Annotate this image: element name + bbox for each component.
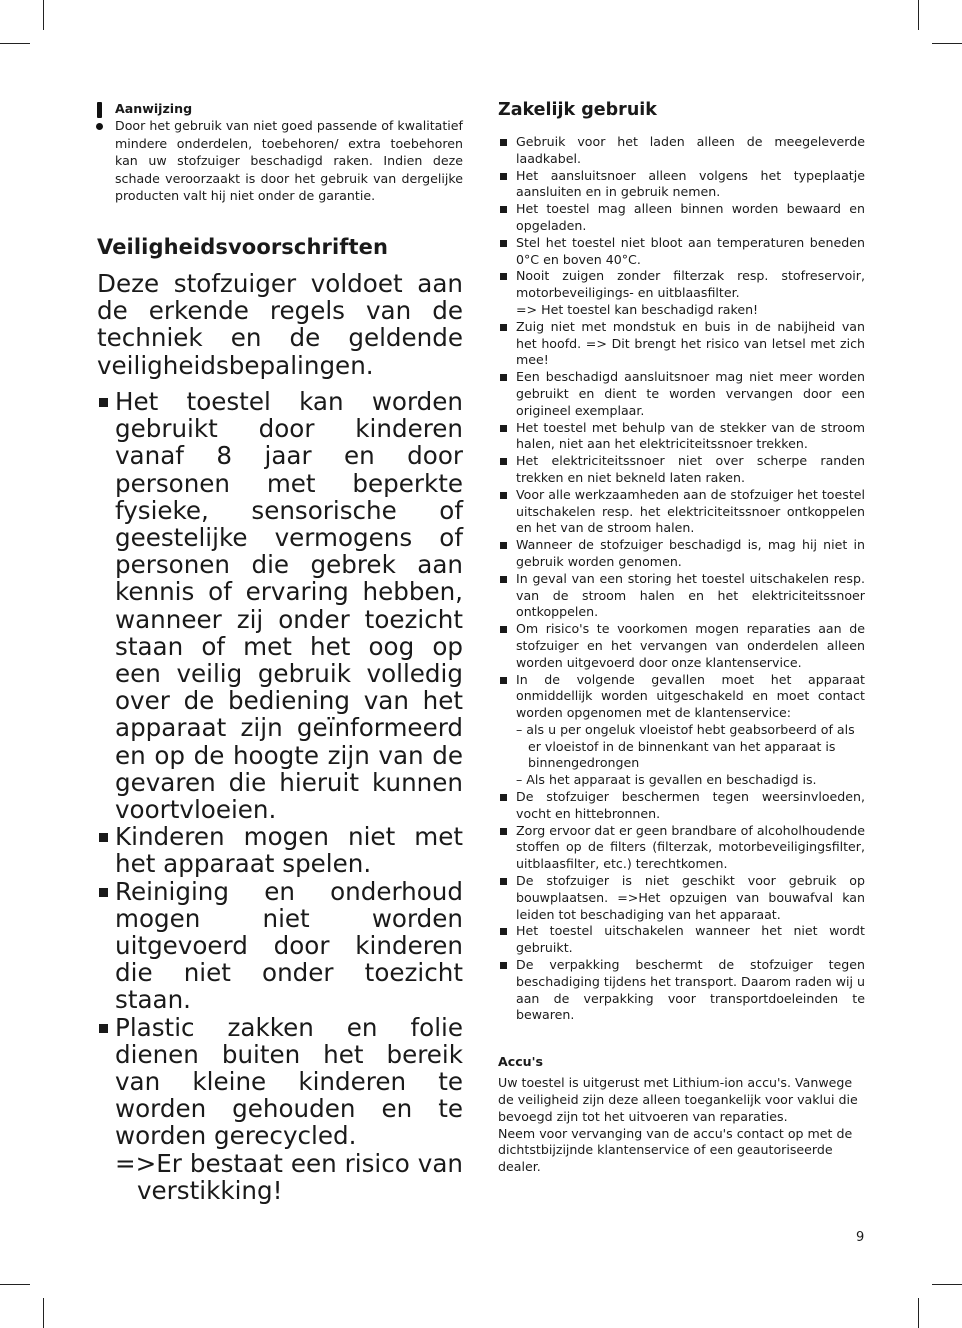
bullet-square-icon xyxy=(500,458,507,465)
list-item: De verpakking beschermt de stofzuiger tegen beschadiging tijdens het transport. Daarom raden wij u aan de verpakking voor transportdoeleinden te bewaren. xyxy=(498,957,865,1024)
crop-mark xyxy=(43,1298,44,1328)
bullet-square-icon xyxy=(500,542,507,549)
business-list xyxy=(498,134,865,1024)
list-item: Zorg ervoor dat er geen brandbare of alcoholhoudende stoffen op de filters (filterzak, motorbeveiligingsfilter, uitblaasfilter, etc.) terechtkomen. xyxy=(498,823,865,873)
safety-list xyxy=(97,388,463,1204)
list-item: Het toestel kan worden gebruikt door kinderen vanaf 8 jaar en door personen met beperkte fysieke, sensorische of geestelijke vermogens of personen die gebrek aan kennis of ervaring hebben, wanneer zij onder toezicht staan of met het oog op een veilig gebruik volledig over de bediening van het apparaat zijn geïnformeerd en op de hoogte zijn van de gevaren die hieruit kunnen voortvloeien. xyxy=(97,388,463,823)
list-item: Plastic zakken en folie dienen buiten het bereik van kleine kinderen te worden gehouden en te worden gerecycled. =>Er bestaat een risico van verstikking! xyxy=(97,1014,463,1204)
crop-mark xyxy=(932,1284,962,1285)
list-item: Wanneer de stofzuiger beschadigd is, mag hij niet in gebruik worden genomen. xyxy=(498,537,865,571)
case-item: – als u per ongeluk vloeistof hebt geabsorbeerd of als er vloeistof in de binnenkant van het apparaat is binnengedrongen xyxy=(516,721,855,771)
suffocation-warning: =>Er bestaat een risico van verstikking! xyxy=(115,1148,463,1205)
right-column xyxy=(498,100,865,1176)
list-item: De stofzuiger is niet geschikt voor gebruik op bouwplaatsen. =>Het opzuigen van bouwafval kan leiden tot beschadiging van het apparaat. xyxy=(498,873,865,923)
bullet-square-icon xyxy=(99,1024,108,1033)
bullet-square-icon xyxy=(500,878,507,885)
bullet-square-icon xyxy=(500,425,507,432)
crop-mark xyxy=(0,43,30,44)
notice-title: Aanwijzing xyxy=(115,101,193,116)
accu-text xyxy=(498,1075,865,1176)
filter-note: => Het toestel kan beschadigd raken! xyxy=(516,301,759,317)
crop-mark xyxy=(932,43,962,44)
bullet-square-icon xyxy=(500,576,507,583)
list-item: Stel het toestel niet bloot aan temperaturen beneden 0°C en boven 40°C. xyxy=(498,235,865,269)
bullet-square-icon xyxy=(500,962,507,969)
bullet-square-icon xyxy=(500,273,507,280)
accu-title: Accu's xyxy=(498,1054,543,1070)
list-item: In de volgende gevallen moet het apparaat onmiddellijk worden uitgeschakeld en moet contact worden opgenomen met de klantenservice: – als u per ongeluk vloeistof hebt geabsorbeerd of als er vloeistof in de binnenkant van het apparaat is binnengedrongen – Als het apparaat is gevallen en beschadigd is. xyxy=(498,672,865,790)
list-item: Het toestel uitschakelen wanneer het niet wordt gebruikt. xyxy=(498,923,865,957)
crop-mark xyxy=(43,0,44,30)
safety-intro: Deze stofzuiger voldoet aan de erkende regels van de techniek en de geldende veiligheidsbepalingen. xyxy=(97,269,463,380)
list-item: Zuig niet met mondstuk en buis in de nabijheid van het hoofd. => Dit brengt het risico van letsel met zich mee! xyxy=(498,319,865,369)
bullet-square-icon xyxy=(500,828,507,835)
bullet-square-icon xyxy=(99,833,108,842)
list-item: Het elektriciteitssnoer niet over scherpe randen trekken en niet bekneld laten raken. xyxy=(498,453,865,487)
bullet-square-icon xyxy=(500,173,507,180)
list-item: Voor alle werkzaamheden aan de stofzuiger het toestel uitschakelen resp. het elektriciteitssnoer ontkoppelen en het van de stroom halen. xyxy=(498,487,865,537)
bullet-square-icon xyxy=(500,928,507,935)
crop-mark xyxy=(918,1298,919,1328)
list-item: Reiniging en onderhoud mogen niet worden uitgevoerd door kinderen die niet onder toezicht staan. xyxy=(97,878,463,1014)
bullet-square-icon xyxy=(500,206,507,213)
arrow-marker: => xyxy=(115,1148,157,1178)
crop-mark xyxy=(918,0,919,30)
list-item: Kinderen mogen niet met het apparaat spelen. xyxy=(97,823,463,877)
case-item: – Als het apparaat is gevallen en beschadigd is. xyxy=(516,772,817,788)
safety-heading: Veiligheidsvoorschriften xyxy=(97,235,389,259)
bullet-square-icon xyxy=(500,324,507,331)
page-number: 9 xyxy=(856,1230,865,1245)
accu-paragraph: Uw toestel is uitgerust met Lithium-ion accu's. Vanwege de veiligheid zijn deze alleen toegankelijk voor vaklui die bevoegd zijn tot het uitvoeren van reparaties. xyxy=(498,1075,858,1124)
list-item: Gebruik voor het laden alleen de meegeleverde laadkabel. xyxy=(498,134,865,168)
business-heading: Zakelijk gebruik xyxy=(498,100,657,120)
list-item: De stofzuiger beschermen tegen weersinvloeden, vocht en hittebronnen. xyxy=(498,789,865,823)
list-item: Nooit zuigen zonder filterzak resp. stofreservoir, motorbeveiligings- en uitblaasfilter. => Het toestel kan beschadigd raken! xyxy=(498,268,865,318)
bullet-square-icon xyxy=(500,374,507,381)
bullet-square-icon xyxy=(99,888,108,897)
bullet-square-icon xyxy=(99,398,108,407)
list-item: Een beschadigd aansluitsnoer mag niet meer worden gebruikt en dient te worden vervangen door een origineel exemplaar. xyxy=(498,369,865,419)
bullet-square-icon xyxy=(500,240,507,247)
notice-box xyxy=(97,100,463,204)
list-item: Het toestel met behulp van de stekker van de stroom halen, niet aan het elektriciteitssnoer trekken. xyxy=(498,420,865,454)
accu-paragraph: Neem voor vervanging van de accu's contact op met de dichtstbijzijnde klantenservice of een geautoriseerde dealer. xyxy=(498,1125,853,1175)
bullet-square-icon xyxy=(500,139,507,146)
bullet-square-icon xyxy=(500,794,507,801)
list-item: Het aansluitsnoer alleen volgens het typeplaatje aansluiten en in gebruik nemen. xyxy=(498,168,865,202)
notice-text: Door het gebruik van niet goed passende of kwalitatief mindere onderdelen, toebehoren/ extra toebehoren kan uw stofzuiger beschadigd raken. Indien deze schade veroorzaakt is door het gebruik van dergelijke producten valt hij niet onder de garantie. xyxy=(115,118,463,204)
bullet-square-icon xyxy=(500,626,507,633)
list-item: In geval van een storing het toestel uitschakelen resp. van de stroom halen en het elektriciteitssnoer ontkoppelen. xyxy=(498,571,865,621)
list-item: Het toestel mag alleen binnen worden bewaard en opgeladen. xyxy=(498,201,865,235)
crop-mark xyxy=(0,1284,30,1285)
bullet-square-icon xyxy=(500,492,507,499)
bullet-square-icon xyxy=(500,677,507,684)
left-column xyxy=(97,100,463,1205)
list-item: Om risico's te voorkomen mogen reparaties aan de stofzuiger en het vervangen van onderdelen alleen worden uitgevoerd door onze klantenservice. xyxy=(498,621,865,671)
exclamation-icon xyxy=(95,102,105,132)
